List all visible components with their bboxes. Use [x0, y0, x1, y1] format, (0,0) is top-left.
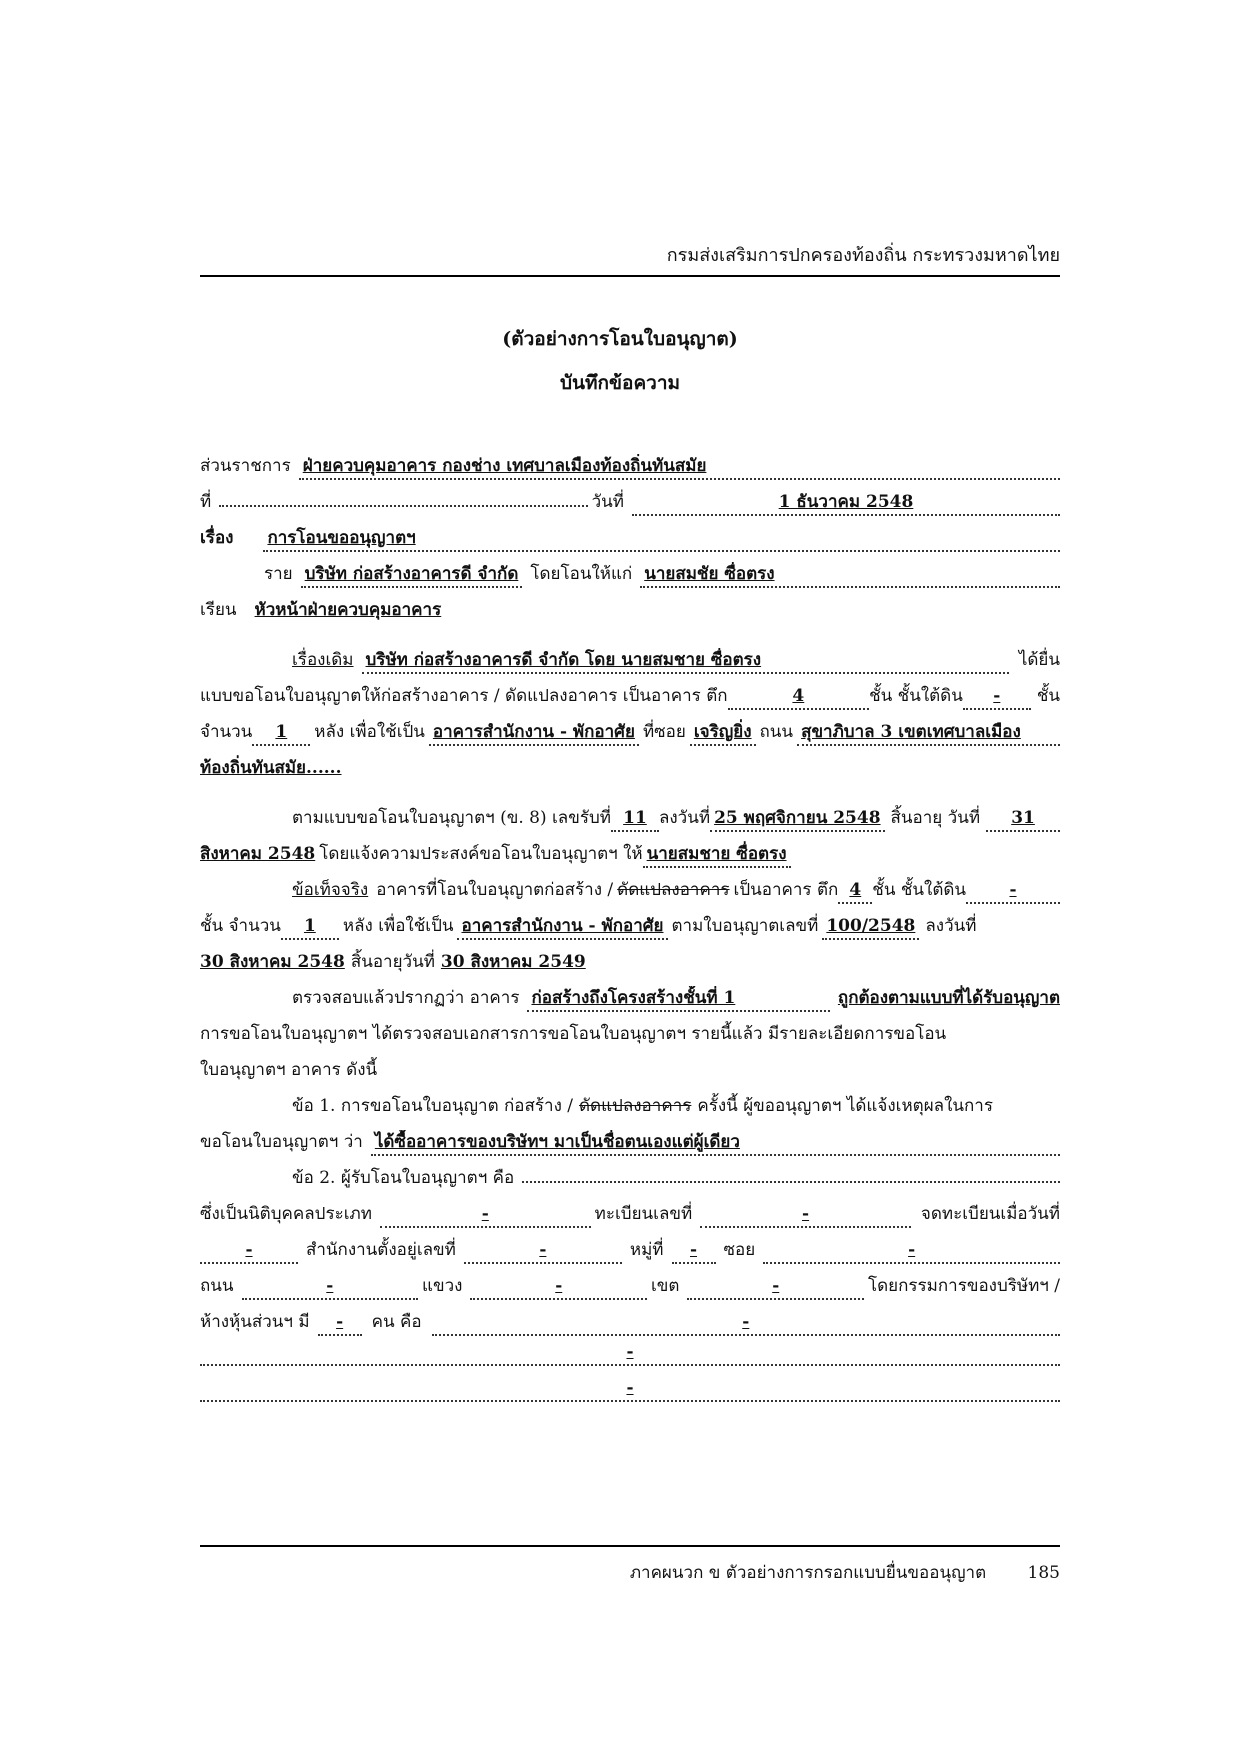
p6-line4: [200, 1268, 1060, 1304]
detail-mid: โดยโอนให้แก่: [530, 564, 633, 584]
p6-name-1: -: [432, 1310, 1060, 1336]
p6-soi: -: [763, 1238, 1060, 1264]
p6-a: ข้อ 2. ผู้รับโอนใบอนุญาตฯ คือ: [292, 1168, 515, 1188]
p5-struck: ดัดแปลงอาคาร: [579, 1096, 692, 1116]
p4-l3: ใบอนุญาตฯ อาคาร ดังนี้: [200, 1060, 378, 1080]
p3-f: ตามใบอนุญาตเลขที่: [671, 916, 819, 936]
p6-line5: [200, 1304, 1060, 1340]
p6-name-3: -: [200, 1376, 1060, 1402]
p2-recv-no: 11: [611, 806, 659, 832]
p6-road: -: [242, 1274, 419, 1300]
p4-status2: ถูกต้องตามแบบที่ได้รับอนุญาต: [837, 988, 1060, 1008]
p4-status: ก่อสร้างถึงโครงสร้างชั้นที่ 1: [527, 986, 829, 1012]
p1-line2: [200, 678, 1060, 714]
p3-g: ลงวันที่: [925, 916, 977, 936]
p6-e: สำนักงานตั้งอยู่เลขที่: [306, 1240, 456, 1260]
form-title: บันทึกข้อความ: [559, 372, 681, 394]
p6-type: -: [380, 1202, 591, 1228]
to-value: หัวหน้าฝ่ายควบคุมอาคาร: [254, 600, 442, 620]
p4-line1: [200, 980, 1060, 1016]
p6-k: โดยกรรมการของบริษัทฯ /: [867, 1276, 1060, 1296]
p5-reason: ได้ซื้ออาคารของบริษัทฯ มาเป็นชื่อตนเองแต่ผู้เดียว: [371, 1130, 1060, 1156]
p1-submitted: ได้ยื่น: [1018, 650, 1060, 670]
p4-line3: [200, 1052, 1060, 1088]
p6-d: จดทะเบียนเมื่อวันที่: [920, 1204, 1060, 1224]
p3-a: อาคารที่โอนใบอนุญาตก่อสร้าง /: [376, 880, 614, 900]
p4-a: ตรวจสอบแล้วปรากฏว่า อาคาร: [292, 988, 520, 1008]
no-value: [219, 505, 587, 507]
p6-khwaeng: -: [470, 1274, 647, 1300]
p1-l3a: จำนวน: [200, 722, 253, 742]
p6-reg-date: -: [200, 1238, 298, 1264]
p2-d: โดยแจ้งความประสงค์ขอโอนใบอนุญาตฯ ให้: [319, 844, 643, 864]
p1-l2c: ชั้น: [1036, 686, 1060, 706]
p6-line7: [200, 1376, 1060, 1412]
p3-count: 1: [281, 914, 339, 940]
p6-transferee-field: [522, 1181, 1060, 1183]
p1-head: เรื่องเดิม: [292, 650, 354, 670]
p1-applicant: บริษัท ก่อสร้างอาคารดี จำกัด โดย นายสมชาย ซื่อตรง: [362, 648, 1009, 674]
p6-b: ซึ่งเป็นนิติบุคคลประเภท: [200, 1204, 372, 1224]
p5-line1: [200, 1088, 1060, 1124]
p1-l4: ท้องถิ่นทันสมัย......: [200, 758, 342, 778]
form-subtitle: (ตัวอย่างการโอนใบอนุญาต): [502, 328, 738, 350]
detail-label: ราย: [264, 564, 293, 584]
detail-to: นายสมชัย ซื่อตรง: [640, 562, 1060, 588]
p1-l3b: หลัง เพื่อใช้เป็น: [314, 722, 425, 742]
to-row: [200, 592, 1060, 628]
p4-l2: การขอโอนใบอนุญาตฯ ได้ตรวจสอบเอกสารการขอโอนใบอนุญาตฯ รายนี้แล้ว มีรายละเอียดการขอโอน: [200, 1024, 947, 1044]
p2-line1: [200, 800, 1060, 836]
subject-value: การโอนขออนุญาตฯ: [263, 526, 1060, 552]
p6-moo: -: [672, 1238, 716, 1264]
p3-line3: [200, 944, 1060, 980]
p1-basement: -: [963, 684, 1031, 710]
p4-line2: [200, 1016, 1060, 1052]
p2-line2: [200, 836, 1060, 872]
footer-text: ภาคผนวก ข ตัวอย่างการกรอกแบบยื่นขออนุญาต: [629, 1563, 987, 1583]
p6-line2: [200, 1196, 1060, 1232]
p3-e: หลัง เพื่อใช้เป็น: [342, 916, 454, 936]
p2-a: ตามแบบขอโอนใบอนุญาตฯ (ข. 8) เลขรับที่: [292, 808, 611, 828]
p6-h: ถนน: [200, 1276, 234, 1296]
p2-c: สิ้นอายุ วันที่: [890, 808, 981, 828]
p6-khet: -: [687, 1274, 864, 1300]
p6-g: ซอย: [723, 1240, 756, 1260]
p1-l2a: แบบขอโอนใบอนุญาตให้ก่อสร้างอาคาร / ดัดแปลงอาคาร เป็นอาคาร ตึก: [200, 686, 728, 706]
p6-m: คน คือ: [371, 1312, 422, 1332]
p3-line1: [200, 872, 1060, 908]
p1-road: สุขาภิบาล 3 เขตเทศบาลเมือง: [797, 720, 1060, 746]
p1-l2b: ชั้น ชั้นใต้ดิน: [869, 686, 963, 706]
p5-a: ข้อ 1. การขอโอนใบอนุญาต ก่อสร้าง /: [292, 1096, 574, 1116]
p2-recv-date: 25 พฤศจิกายน 2548: [710, 806, 884, 832]
p1-soi: เจริญยิ่ง: [690, 720, 756, 746]
agency-label: ส่วนราชการ: [200, 456, 291, 476]
subject-row: [200, 520, 1060, 556]
p6-addr-no: -: [464, 1238, 622, 1264]
date-label: วันที่: [591, 492, 624, 512]
agency-row: [200, 448, 1060, 484]
detail-from: บริษัท ก่อสร้างอาคารดี จำกัด: [301, 562, 523, 588]
p6-l: ห้างหุ้นส่วนฯ มี: [200, 1312, 310, 1332]
p3-c: ชั้น ชั้นใต้ดิน: [872, 880, 967, 900]
p3-permit-no: 100/2548: [822, 914, 919, 940]
p6-line3: [200, 1232, 1060, 1268]
p6-line6: [200, 1340, 1060, 1376]
no-label: ที่: [200, 492, 212, 512]
running-header: กรมส่งเสริมการปกครองท้องถิ่น กระทรวงมหาดไทย: [200, 240, 1060, 277]
p6-reg-no: -: [700, 1202, 911, 1228]
page-number: 185: [1027, 1563, 1060, 1583]
p3-head: ข้อเท็จจริง: [292, 880, 369, 900]
p6-f: หมู่ที่: [629, 1240, 664, 1260]
p6-j: เขต: [650, 1276, 680, 1296]
p3-usage: อาคารสำนักงาน - พักอาศัย: [457, 914, 667, 940]
p3-permit-exp: 30 สิงหาคม 2549: [440, 952, 586, 972]
detail-row: [200, 556, 1060, 592]
p3-line2: [200, 908, 1060, 944]
page-footer: [200, 1545, 1060, 1586]
p1-l3d: ถนน: [759, 722, 794, 742]
p1-line3: [200, 714, 1060, 750]
p6-name-2: -: [200, 1340, 1060, 1366]
p6-i: แขวง: [422, 1276, 463, 1296]
p5-line2: [200, 1124, 1060, 1160]
date-value: 1 ธันวาคม 2548: [632, 490, 1060, 516]
p6-c: ทะเบียนเลขที่: [594, 1204, 693, 1224]
p2-exp-day: 31: [986, 806, 1060, 832]
p3-d: ชั้น จำนวน: [200, 916, 281, 936]
number-date-row: [200, 484, 1060, 520]
p1-line4: [200, 750, 1060, 786]
p2-exp-rest: สิงหาคม 2548: [200, 844, 316, 864]
p1-l3c: ที่ซอย: [642, 722, 686, 742]
p6-partners: -: [318, 1310, 362, 1336]
memo-body: [200, 448, 1060, 1412]
p5-c: ขอโอนใบอนุญาตฯ ว่า: [200, 1132, 363, 1152]
p6-line1: [200, 1160, 1060, 1196]
p3-b: เป็นอาคาร ตึก: [733, 880, 839, 900]
subject-label: เรื่อง: [200, 528, 234, 548]
p1-usage: อาคารสำนักงาน - พักอาศัย: [429, 720, 639, 746]
p5-b: ครั้งนี้ ผู้ขออนุญาตฯ ได้แจ้งเหตุผลในการ: [697, 1096, 993, 1116]
p3-floors: 4: [838, 878, 872, 904]
p1-floors: 4: [728, 684, 870, 710]
p3-basement: -: [966, 878, 1060, 904]
p2-transferee: นายสมชาย ซื่อตรง: [643, 842, 791, 868]
p1-count: 1: [252, 720, 310, 746]
agency-value: ฝ่ายควบคุมอาคาร กองช่าง เทศบาลเมืองท้องถิ่นทันสมัย: [299, 454, 1060, 480]
p3-struck: ดัดแปลงอาคาร: [617, 880, 730, 900]
p3-permit-date: 30 สิงหาคม 2548: [200, 952, 345, 972]
p1-line1: [200, 642, 1060, 678]
p2-b: ลงวันที่: [658, 808, 711, 828]
to-label: เรียน: [200, 600, 237, 620]
p3-h: สิ้นอายุวันที่: [350, 952, 435, 972]
